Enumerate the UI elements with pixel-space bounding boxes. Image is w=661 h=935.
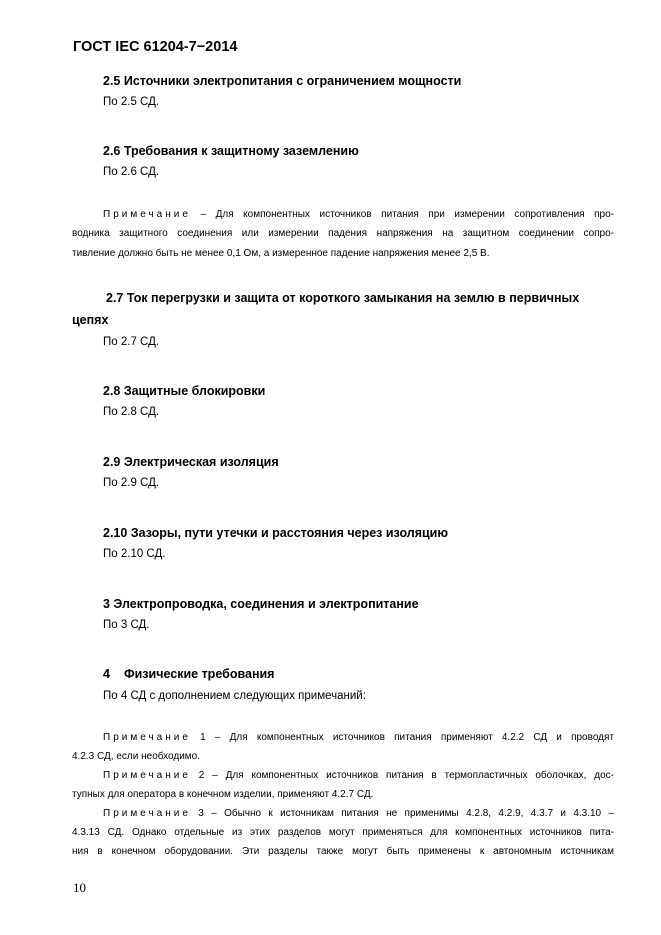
section-4-number: 4 xyxy=(103,667,110,681)
note-4-2-line2: тупных для оператора в конечном изделии, применяют 4.2.7 СД. xyxy=(72,789,374,800)
section-2-8-text: По 2.8 СД. xyxy=(103,406,160,418)
note-text: – Для компонентных источников питания при измерении сопротивления про- xyxy=(200,209,614,220)
note-text: – Для компонентных источников питания применяют 4.2.2 СД и проводят xyxy=(214,732,614,743)
section-2-9-heading: 2.9 Электрическая изоляция xyxy=(103,455,279,469)
note-4-1-line2: 4.2.3 СД, если необходимо. xyxy=(72,751,201,762)
section-2-6-text: По 2.6 СД. xyxy=(103,166,160,178)
note-4-3-line1 xyxy=(72,808,614,819)
section-2-7-text: По 2.7 СД. xyxy=(103,336,160,348)
note-number: 1 xyxy=(200,732,206,743)
section-2-7-heading-cont: цепях xyxy=(72,313,109,327)
section-2-9-text: По 2.9 СД. xyxy=(103,477,160,489)
note-2-6-line3: тивление должно быть не менее 0,1 Ом, а измеренное падение напряжения менее 2,5 В. xyxy=(72,248,490,259)
page-number: 10 xyxy=(73,880,86,895)
note-text: – Обычно к источникам питания не применимы 4.2.8, 4.2.9, 4.3.7 и 4.3.10 – xyxy=(211,808,615,819)
section-2-8-heading: 2.8 Защитные блокировки xyxy=(103,384,266,398)
note-label: Примечание xyxy=(103,808,191,819)
section-4-heading xyxy=(103,667,274,681)
section-3-text: По 3 СД. xyxy=(103,619,150,631)
note-4-2-line1 xyxy=(72,770,614,781)
note-number: 2 xyxy=(198,770,205,781)
section-2-7-heading: 2.7 Ток перегрузки и защита от короткого замыкания на землю в первичных xyxy=(106,291,580,305)
note-4-3-line3: ния в конечном оборудовании. Эти разделы также могут быть применены к автономным источникам xyxy=(72,846,614,857)
section-4-text: По 4 СД с дополнением следующих примечаний: xyxy=(103,690,366,702)
section-2-10-heading: 2.10 Зазоры, пути утечки и расстояния через изоляцию xyxy=(103,526,449,540)
note-4-3-line2: 4.3.13 СД. Однако отдельные из этих разделов могут применяться для компонентных источников пита- xyxy=(72,827,614,838)
section-4-title: Физические требования xyxy=(123,667,275,681)
section-3-heading: 3 Электропроводка, соединения и электропитание xyxy=(103,597,419,611)
note-label: Примечание xyxy=(103,732,191,743)
note-number: 3 xyxy=(198,808,204,819)
note-2-6-line2: водника защитного соединения или измерении падения напряжения на защитном соединении сопро- xyxy=(72,228,614,239)
note-text: – Для компонентных источников питания в термопластичных оболочках, дос- xyxy=(212,770,615,781)
note-label: Примечание xyxy=(103,770,191,781)
section-2-10-text: По 2.10 СД. xyxy=(103,548,166,560)
note-4-1-line1 xyxy=(72,732,614,743)
section-2-6-heading: 2.6 Требования к защитному заземлению xyxy=(103,144,359,158)
note-label: Примечание xyxy=(103,209,191,220)
document-header: ГОСТ IEC 61204-7−2014 xyxy=(73,39,238,55)
section-2-5-text: По 2.5 СД. xyxy=(103,96,160,108)
section-2-5-heading: 2.5 Источники электропитания с ограничением мощности xyxy=(103,74,462,88)
note-2-6-line1 xyxy=(72,209,614,220)
